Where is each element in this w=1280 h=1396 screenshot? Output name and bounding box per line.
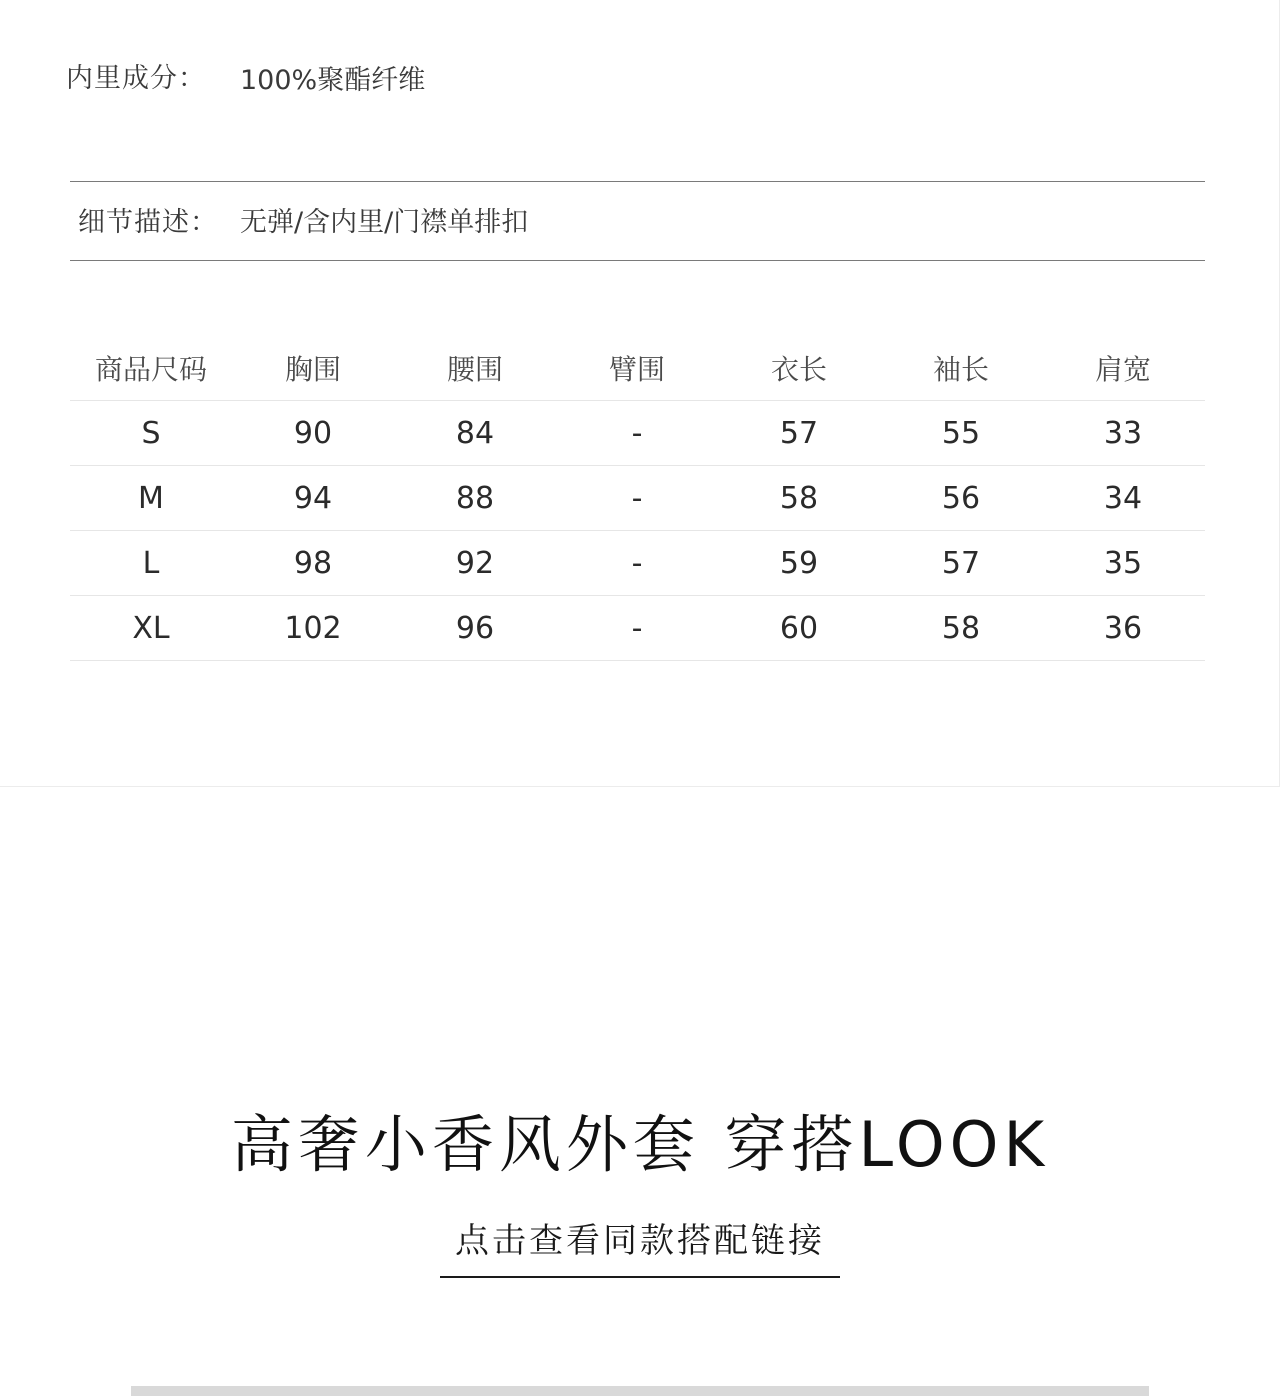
cell-bust: 94 <box>293 480 333 516</box>
cell-sleeve: 58 <box>941 610 981 646</box>
size-table-header <box>70 336 1205 401</box>
header-waist: 腰围 <box>446 353 503 386</box>
cell-size: XL <box>132 610 170 646</box>
cell-bust: 102 <box>284 610 342 646</box>
header-bust: 胸围 <box>284 353 341 386</box>
cell-sleeve: 55 <box>941 415 981 451</box>
header-shoulder: 肩宽 <box>1094 353 1151 386</box>
cell-waist: 96 <box>455 610 495 646</box>
matching-outfit-link[interactable]: 点击查看同款搭配链接 <box>440 1213 840 1278</box>
header-arm: 臂围 <box>608 353 665 386</box>
cell-length: 60 <box>779 610 819 646</box>
divider <box>70 260 1205 261</box>
lining-value: 100%聚酯纤维 <box>240 65 426 96</box>
cell-bust: 90 <box>293 415 333 451</box>
cell-length: 59 <box>779 545 819 581</box>
cell-size: M <box>138 480 164 516</box>
header-sleeve: 袖长 <box>932 353 989 386</box>
cell-length: 58 <box>779 480 819 516</box>
cell-shoulder: 35 <box>1103 545 1143 581</box>
cell-sleeve: 56 <box>941 480 981 516</box>
size-table <box>70 336 1205 661</box>
cell-shoulder: 34 <box>1103 480 1143 516</box>
cell-arm: - <box>631 545 643 581</box>
cell-arm: - <box>631 415 643 451</box>
table-row <box>70 401 1205 466</box>
next-image-edge <box>131 1386 1149 1396</box>
header-length: 衣长 <box>770 353 827 386</box>
cell-waist: 92 <box>455 545 495 581</box>
detail-value: 无弹/含内里/门襟单排扣 <box>240 207 529 238</box>
look-section-title: 高奢小香风外套 穿搭LOOK <box>230 1108 1050 1181</box>
cell-size: L <box>142 545 160 581</box>
detail-label: 细节描述： <box>78 207 218 238</box>
cell-bust: 98 <box>293 545 333 581</box>
table-row <box>70 531 1205 596</box>
cell-shoulder: 33 <box>1103 415 1143 451</box>
cell-waist: 84 <box>455 415 495 451</box>
divider <box>70 181 1205 182</box>
table-row <box>70 466 1205 531</box>
cell-sleeve: 57 <box>941 545 981 581</box>
cell-waist: 88 <box>455 480 495 516</box>
cell-arm: - <box>631 480 643 516</box>
lining-label: 内里成分： <box>66 63 206 94</box>
table-row <box>70 596 1205 661</box>
cell-length: 57 <box>779 415 819 451</box>
cell-size: S <box>141 415 161 451</box>
cell-shoulder: 36 <box>1103 610 1143 646</box>
cell-arm: - <box>631 610 643 646</box>
header-size: 商品尺码 <box>94 353 207 386</box>
